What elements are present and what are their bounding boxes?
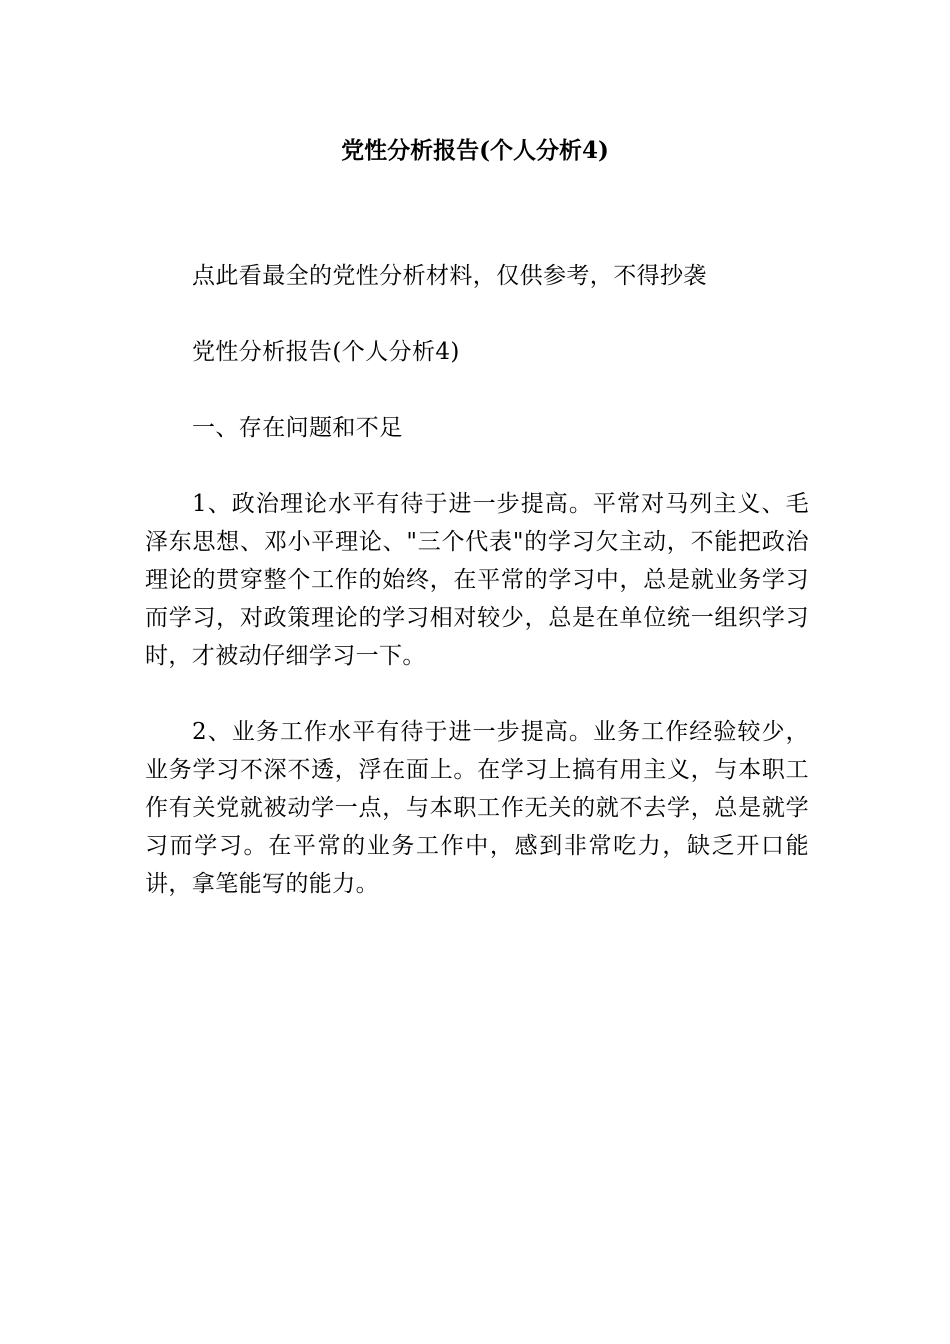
subtitle-paragraph: 党性分析报告(个人分析4) [192,339,460,365]
reference-note-paragraph: 点此看最全的党性分析材料，仅供参考，不得抄袭 [192,263,707,289]
issue-1-paragraph: 1、政治理论水平有待于进一步提高。平常对马列主义、毛泽东思想、邓小平理论、"三个代表"的学习欠主动，不能把政治理论的贯穿整个工作的始终，在平常的学习中，总是就业务学习而学习，对政策理论的学习相对较少，总是在单位统一组织学习时，才被动仔细学习一下。 [145,491,809,669]
section-heading: 一、存在问题和不足 [192,415,403,441]
document-title: 党性分析报告(个人分析4) [341,137,609,164]
document-body [145,257,809,941]
issue-2-paragraph: 2、业务工作水平有待于进一步提高。业务工作经验较少，业务学习不深不透，浮在面上。在学习上搞有用主义，与本职工作有关党就被动学一点，与本职工作无关的就不去学，总是就学习而学习。在平常的业务工作中，感到非常吃力，缺乏开口能讲，拿笔能写的能力。 [145,719,809,897]
